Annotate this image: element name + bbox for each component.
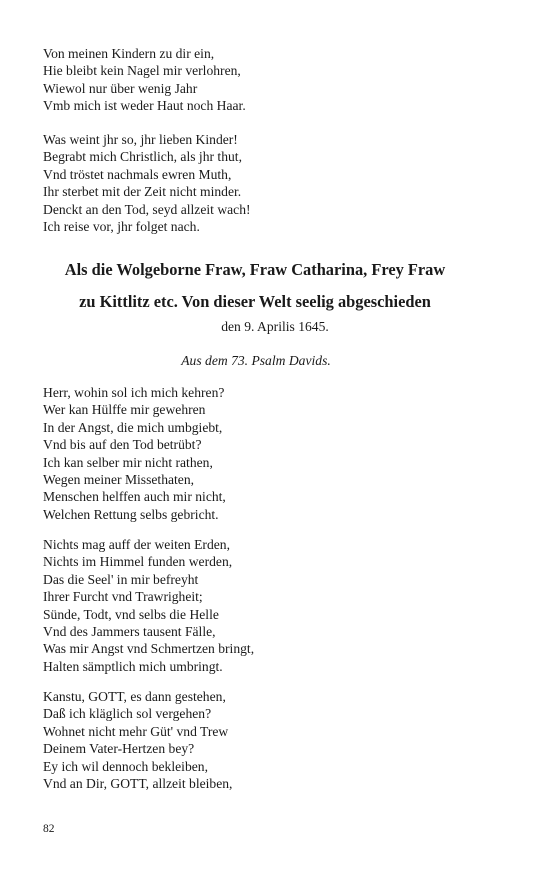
verse-line: Das die Seel' in mir befreyht (43, 571, 199, 587)
verse-line: Vmb mich ist weder Haut noch Haar. (43, 98, 246, 114)
verse-line: In der Angst, die mich umbgiebt, (43, 419, 223, 435)
stanza-4 (43, 536, 254, 675)
verse-line: Ich reise vor, jhr folget nach. (43, 219, 200, 235)
verse-line: Hie bleibt kein Nagel mir verlohren, (43, 63, 241, 79)
stanza-3 (43, 384, 226, 523)
verse-line: Halten sämptlich mich umbringt. (43, 658, 223, 674)
verse-line: Herr, wohin sol ich mich kehren? (43, 385, 225, 400)
stanza-2 (43, 131, 251, 235)
verse-line: Denckt an den Tod, seyd allzeit wach! (43, 201, 251, 217)
verse-line: Kanstu, GOTT, es dann gestehen, (43, 689, 226, 704)
verse-line: Sünde, Todt, vnd selbs die Helle (43, 606, 219, 622)
verse-line: Nichts im Himmel funden werden, (43, 554, 233, 570)
poem-date: den 9. Aprilis 1645. (221, 319, 329, 334)
verse-line: Von meinen Kindern zu dir ein, (43, 46, 215, 61)
poem-title-line-2: zu Kittlitz etc. Von dieser Welt seelig abgeschieden (79, 292, 431, 311)
verse-line: Vnd tröstet nachmals ewren Muth, (43, 166, 232, 182)
verse-line: Wohnet nicht mehr Güt' vnd Trew (43, 723, 229, 739)
stanza-1 (43, 45, 246, 115)
verse-line: Ihrer Furcht vnd Trawrigheit; (43, 589, 203, 605)
verse-line: Nichts mag auff der weiten Erden, (43, 537, 230, 552)
poem-title-line-1: Als die Wolgeborne Fraw, Fraw Catharina, Frey Fraw (64, 260, 446, 279)
page-number: 82 (43, 823, 55, 835)
verse-line: Deinem Vater-Hertzen bey? (43, 741, 195, 757)
verse-line: Begrabt mich Christlich, als jhr thut, (43, 149, 242, 165)
verse-line: Vnd des Jammers tausent Fälle, (43, 624, 216, 640)
verse-line: Was mir Angst vnd Schmertzen bringt, (43, 641, 255, 657)
poem-source: Aus dem 73. Psalm Davids. (181, 353, 331, 368)
verse-line: Wer kan Hülffe mir gewehren (43, 402, 206, 418)
verse-line: Menschen helffen auch mir nicht, (43, 489, 226, 505)
verse-line: Wegen meiner Missethaten, (43, 472, 195, 488)
stanza-5 (43, 688, 232, 792)
verse-line: Ey ich wil dennoch bekleiben, (43, 758, 208, 774)
verse-line: Ihr sterbet mit der Zeit nicht minder. (43, 184, 242, 200)
verse-line: Vnd an Dir, GOTT, allzeit bleiben, (43, 776, 233, 792)
verse-line: Wiewol nur über wenig Jahr (43, 80, 198, 96)
verse-line: Daß ich kläglich sol vergehen? (43, 706, 212, 722)
verse-line: Ich kan selber mir nicht rathen, (43, 454, 213, 470)
verse-line: Welchen Rettung selbs gebricht. (43, 506, 219, 522)
verse-line: Was weint jhr so, jhr lieben Kinder! (43, 132, 238, 147)
verse-line: Vnd bis auf den Tod betrübt? (43, 437, 202, 453)
